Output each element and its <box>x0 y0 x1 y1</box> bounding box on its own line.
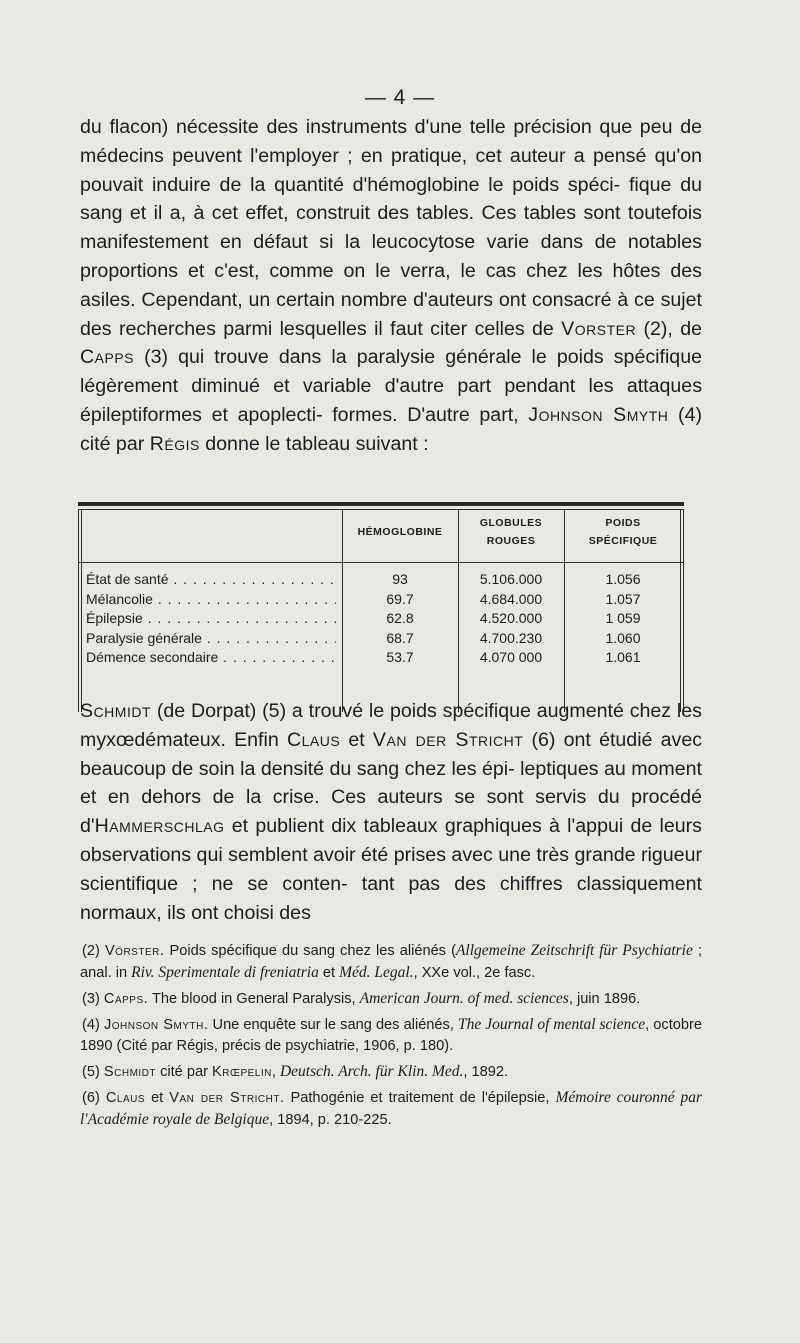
row-label: Paralysie générale . . . <box>86 630 336 646</box>
footnote-3: (3) Capps. The blood in General Paralysis, American Journ. of med. sciences, juin 1896. <box>82 990 641 1007</box>
row-label: Démence secondaire . . . <box>86 649 336 665</box>
cell-globules: 4.684.000 <box>479 590 543 607</box>
cell-globules: 5.106.000 <box>479 571 543 587</box>
table-row <box>78 610 684 630</box>
author-regis: Régis <box>149 432 200 455</box>
header-poids-specifique: POIDS SPÉCIFIQUE <box>588 517 658 547</box>
header-globules-rouges: GLOBULES ROUGES <box>479 517 543 547</box>
author-van-der-stricht: Van der Stricht <box>372 728 524 751</box>
author-schmidt: Schmidt <box>80 700 152 722</box>
footnote-5: (5) Schmidt cité par Krœpelin, Deutsch. Arch. für Klin. Med., 1892. <box>82 1063 509 1080</box>
footnotes <box>80 940 702 1135</box>
cell-globules: 4.520.000 <box>479 610 543 626</box>
cell-hemoglobine: 93 <box>392 571 408 587</box>
cell-poids: 1.061 <box>605 649 641 665</box>
author-vorster: Vorster <box>561 317 637 340</box>
cell-globules: 4.070 000 <box>479 649 543 665</box>
cell-poids: 1.057 <box>605 590 641 607</box>
author-capps: Capps <box>80 346 135 369</box>
cell-hemoglobine: 69.7 <box>386 590 414 607</box>
paragraph-intro: du flacon) nécessite des instruments d'une telle précision que peu de médecins peuvent l'employer ; en pratique, cet auteur a pensé qu'on pouvait induire de la quantité d'hémoglobine le poids spéci- fique du sang et il a, à cet effet, construit des tables. Ces tables sont toutefois manifestement en défaut si la leucocytose varie dans de notables proportions et c'est, comme on le verra, le cas chez les hôtes des asiles. Cependant, un certain nombre d'auteurs ont consacré à ce sujet des recherches parmi lesquelles il faut citer celles de Vorster (2), de Capps (3) qui trouve dans la paralysie générale le poids spécifique légèrement diminué et variable d'autre part pendant les attaques épileptiformes et apoplecti- formes. D'autre part, Johnson Smyth (4) cité par Régis donne le tableau suivant : <box>80 116 702 455</box>
table-row <box>78 630 684 650</box>
cell-poids: 1 059 <box>605 610 641 626</box>
cell-poids: 1.060 <box>605 629 641 646</box>
cell-poids: 1.056 <box>605 571 641 587</box>
header-hemoglobine: HÉMOGLOBINE <box>357 526 443 538</box>
footnote-2: (2) Vörster. Poids spécifique du sang chez les aliénés (Allgemeine Zeitschrift für Psychiatrie ; anal. in Riv. Sperimentale di freniatria et Méd. Legal., XXe vol., 2e fasc. <box>80 942 703 981</box>
cell-globules: 4.700.230 <box>479 629 543 646</box>
row-label: Mélancolie . . . <box>86 591 336 607</box>
row-label: État de santé . . . <box>86 571 336 587</box>
footnote-6: (6) Claus et Van der Stricht. Pathogénie et traitement de l'épilepsie, Mémoire couronné par l'Académie royale de Belgique, 1894, p. 210-225. <box>80 1089 703 1128</box>
author-hammerschlag: Hammerschlag <box>94 815 225 838</box>
footnote-4: (4) Johnson Smyth. Une enquête sur le sang des aliénés, The Journal of mental science, octobre 1890 (Cité par Régis, précis de psychiatrie, 1906, p. 180). <box>80 1016 702 1054</box>
page-number: — 4 — <box>364 86 436 109</box>
table-row <box>78 591 684 611</box>
table-row <box>78 571 684 591</box>
author-claus: Claus <box>286 728 341 751</box>
cell-hemoglobine: 53.7 <box>386 649 414 665</box>
data-table <box>78 502 684 712</box>
author-johnson-smyth: Johnson Smyth <box>528 403 669 426</box>
table-row <box>78 649 684 669</box>
cell-hemoglobine: 68.7 <box>386 629 414 646</box>
cell-hemoglobine: 62.8 <box>386 610 414 626</box>
table-body <box>78 571 684 669</box>
row-label: Épilepsie . . . <box>86 610 336 626</box>
paragraph-continuation: Schmidt (de Dorpat) (5) a trouvé le poids spécifique augmenté chez les myxœdémateux. Enfin Claus et Van der Stricht (6) ont étudié avec beaucoup de soin la densité du sang chez les épi- leptiques au moment et en dehors de la crise. Ces auteurs se sont servis du procédé d'Hammerschlag et publient dix tableaux graphiques à l'appui de leurs observations qui semblent avoir été prises avec une très grande rigueur scientifique ; ne se conten- tant pas des chiffres classiquement normaux, ils ont choisi des <box>80 700 703 924</box>
